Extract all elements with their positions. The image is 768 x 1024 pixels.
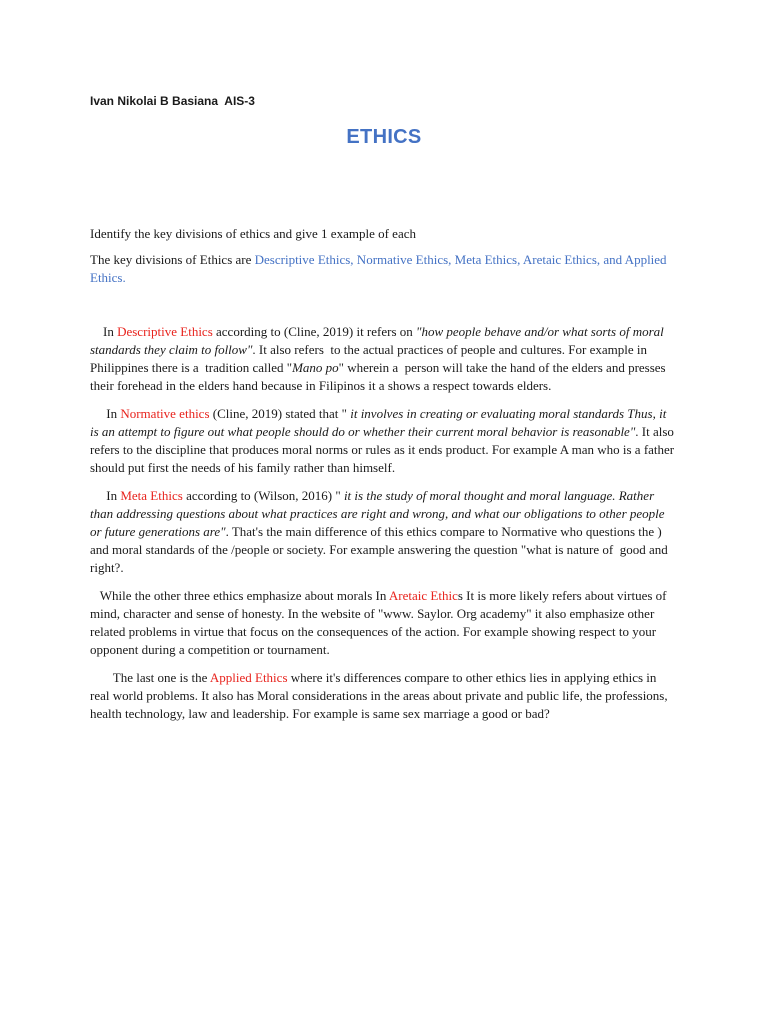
descriptive-lead: In (90, 324, 118, 339)
applied-term: Applied Ethics (209, 670, 288, 685)
meta-quote: it is the study of moral thought and moral language. Rather than addressing questions about what practices are right and wrong, and what our obligations to other people or future generations are" (90, 488, 668, 539)
question-text: Identify the key divisions of ethics and give 1 example of each (90, 226, 416, 241)
meta-rest: . That's the main difference of this ethics compare to Normative who questions the ) and moral standards of the /people or society. For example answering the question "what is nature of good and right?. (90, 524, 672, 575)
normative-quote: it involves in creating or evaluating moral standards Thus, it is an attempt to figure out what people should do or whether their current moral behavior is reasonable" (90, 406, 670, 439)
descriptive-mid: according to (Cline, 2019) it refers on (212, 324, 417, 339)
document-title: ETHICS (346, 126, 422, 148)
paragraph-normative (90, 405, 678, 477)
paragraph-descriptive (90, 323, 678, 395)
meta-lead: In (90, 488, 121, 503)
aretaic-rest: s It is more likely refers about virtues of mind, character and sense of honesty. In the website of "www. Saylor. Org academy" it also emphasize other related problems in virtue that focus on the consequences of the action. For example showing respect to your opponent during a competition or tournament. (90, 588, 670, 657)
answer-intro: The key divisions of Ethics are (90, 252, 255, 267)
meta-term: Meta Ethics (120, 488, 183, 503)
applied-lead: The last one is the (90, 670, 210, 685)
applied-rest: where it's differences compare to other ethics lies in applying ethics in real world problems. It also has Moral considerations in the areas about private and public life, the professions, health technology, law and leadership. For example is same sex marriage a good or bad? (90, 670, 671, 721)
paragraph-aretaic (90, 587, 678, 659)
descriptive-rest: . It also refers to the actual practices of people and cultures. For example in Philippines there is a tradition called " (90, 342, 651, 375)
normative-mid: (Cline, 2019) stated that " (209, 406, 351, 421)
aretaic-term: Aretaic Ethic (388, 588, 458, 603)
paragraph-meta (90, 487, 678, 577)
normative-lead: In (90, 406, 121, 421)
normative-term: Normative ethics (120, 406, 210, 421)
document-body (90, 225, 678, 733)
descriptive-rest2: " wherein a person will take the hand of the elders and presses their forehead in the elders hand because in Filipinos it a shows a respect towards elders. (90, 360, 669, 393)
aretaic-lead: While the other three ethics emphasize about morals In (90, 588, 389, 603)
normative-rest: . It also refers to the discipline that produces moral norms or rules as it ends product. For example A man who is a father should put first the needs of his family rather than himself. (90, 424, 678, 475)
descriptive-term: Descriptive Ethics (117, 324, 213, 339)
answer-paragraph (90, 251, 678, 287)
author-line: Ivan Nikolai B Basiana AIS-3 (90, 94, 255, 108)
descriptive-term2: Mano po (292, 360, 339, 375)
divisions-list: Descriptive Ethics, Normative Ethics, Meta Ethics, Aretaic Ethics, and Applied Ethics. (90, 252, 667, 285)
paragraph-applied (90, 669, 678, 723)
meta-mid: according to (Wilson, 2016) " (182, 488, 344, 503)
descriptive-quote: "how people behave and/or what sorts of moral standards they claim to follow" (90, 324, 668, 357)
